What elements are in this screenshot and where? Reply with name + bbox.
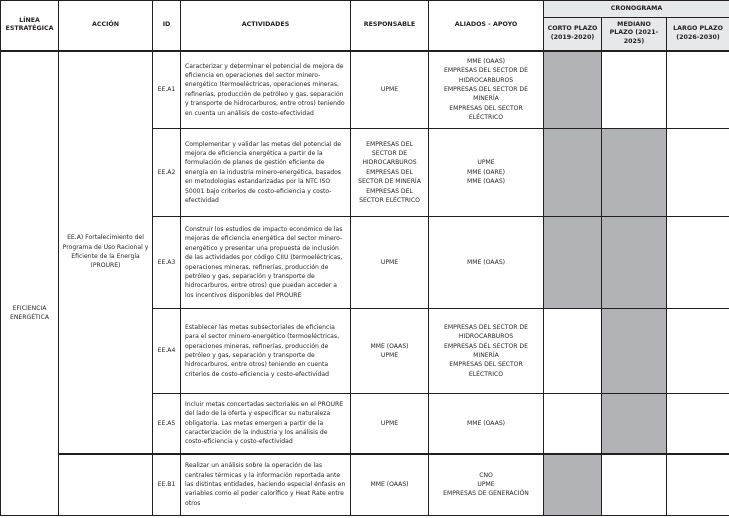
aliados-cell xyxy=(429,51,544,129)
header-mediano-plazo: MEDIANO PLAZO (2021-2025) xyxy=(602,18,667,51)
entity-name: EMPRESAS DEL SECTOR DE HIDROCARBUROS xyxy=(444,323,528,341)
phase-largo xyxy=(667,217,729,309)
phase-corto xyxy=(544,454,602,516)
table-body xyxy=(1,51,729,516)
entity-name: CNO xyxy=(479,471,493,479)
activity-description: Complementar y validar las metas del potencial de mejora de eficiencia energética a partir de la formulación de planes de gestión eficiente de energía en la industria minero-energética, basados en metodologías estandarizadas por la NTC ISO 50001 bajo criterios de costo-eficiencia y costo-efectividad xyxy=(181,129,351,217)
header-linea-estrategica: LÍNEA ESTRATÉGICA xyxy=(1,1,59,51)
phase-corto xyxy=(544,129,602,217)
phase-largo xyxy=(667,394,729,454)
header-accion: ACCIÓN xyxy=(59,1,153,51)
entity-name: MME (OARE) xyxy=(467,168,505,176)
entity-name: EMPRESAS DEL SECTOR DE MINERÍA xyxy=(444,86,528,103)
entity-name: EMPRESAS DEL SECTOR DE MINERÍA xyxy=(358,168,421,186)
phase-mediano xyxy=(602,51,667,129)
activity-id: EE.B1 xyxy=(153,454,181,516)
phase-corto xyxy=(544,309,602,394)
phase-mediano xyxy=(602,309,667,394)
entity-name: EMPRESAS DEL SECTOR ELÉCTRICO xyxy=(449,361,523,378)
activity-description: Incluir metas concertadas sectoriales en el PROURE del lado de la oferta y especificar su naturaleza obligatoria. Las metas emergen a partir de la caracterización de la industria y los análisis de costo-eficiencia y costo-efectividad xyxy=(181,394,351,454)
entity-name: MME (OAAS) xyxy=(466,258,506,266)
entity-name: EMPRESAS DEL SECTOR DE HIDROCARBUROS xyxy=(362,140,417,167)
header-responsable: RESPONSABLE xyxy=(351,1,429,51)
aliados-cell xyxy=(429,394,544,454)
table-row xyxy=(1,51,729,129)
entity-name: UPME xyxy=(380,86,399,94)
responsable-cell xyxy=(351,51,429,129)
activity-description: Establecer las metas subsectoriales de eficiencia para el sector minero-energético (termoeléctricas, operaciones mineras, refinerías, producción de petróleo y gas, separación y transporte de hidrocarburos, entre otros) teniendo en cuenta criterios de costo-eficiencia y costo-efectividad xyxy=(181,309,351,394)
entity-name: EMPRESAS DEL SECTOR DE HIDROCARBUROS xyxy=(444,67,528,84)
activity-description: Caracterizar y determinar el potencial de mejora de eficiencia en operaciones del sector minero-energético (termoeléctricas, operaciones mineras, refinerías, producción de petróleo y gas, separación y transporte de hidrocarburos, entre otros) teniendo en cuenta un análisis de costo-efectividad xyxy=(181,51,351,129)
activity-id: EE.A3 xyxy=(153,217,181,309)
header-id: ID xyxy=(153,1,181,51)
activity-description: Realizar un análisis sobre la operación de las centrales térmicas y la información reportada ante las distintas entidades, haciendo especial énfasis en variables como el poder calorífico y Heat Rate entre otros xyxy=(181,454,351,516)
responsable-cell xyxy=(351,309,429,394)
phase-corto xyxy=(544,394,602,454)
activity-id: EE.A5 xyxy=(153,394,181,454)
entity-name: EMPRESAS DE GENERACIÓN xyxy=(443,490,529,498)
phase-mediano xyxy=(602,217,667,309)
header-corto-plazo: CORTO PLAZO (2019-2020) xyxy=(544,18,602,51)
entity-name: UPME xyxy=(477,481,495,489)
phase-largo xyxy=(667,129,729,217)
phase-mediano xyxy=(602,454,667,516)
header-largo-plazo: LARGO PLAZO (2026-2030) xyxy=(667,18,729,51)
entity-name: UPME xyxy=(380,352,399,359)
accion-b-cell xyxy=(59,454,153,516)
entity-name: MME (OAAS) xyxy=(370,481,409,489)
aliados-cell xyxy=(429,129,544,217)
entity-name: EMPRESAS DEL SECTOR DE MINERÍA xyxy=(444,342,528,359)
aliados-cell xyxy=(429,309,544,394)
entity-name: EMPRESAS DEL SECTOR ELÉCTRICO xyxy=(359,187,420,205)
header-actividades: ACTIVIDADES xyxy=(181,1,351,51)
entity-name: MME (OAAS) xyxy=(466,57,506,65)
phase-corto xyxy=(544,217,602,309)
entity-name: MME (OAAS) xyxy=(466,178,506,186)
accion-cell: EE.A) Fortalecimiento del Programa de Uso Racional y Eficiente de la Energía (PROURE) xyxy=(59,51,153,454)
responsable-cell xyxy=(351,129,429,217)
phase-corto xyxy=(544,51,602,129)
aliados-cell xyxy=(429,454,544,516)
phase-mediano xyxy=(602,129,667,217)
activity-id: EE.A2 xyxy=(153,129,181,217)
entity-name: MME (OAAS) xyxy=(370,342,409,350)
activity-description: Construir los estudios de impacto económico de las mejoras de eficiencia energética del sector minero-energético y presentar una propuesta de inclusión de las actividades por código CIIU (termoeléctricas, operaciones mineras, refinerías, producción de petróleo y gas, separación y transporte de hidrocarburos, entre otros) que puedan acceder a los incentivos disponibles del PROURE xyxy=(181,217,351,309)
phase-largo xyxy=(667,309,729,394)
table-row xyxy=(1,454,729,516)
responsable-cell xyxy=(351,217,429,309)
aliados-cell xyxy=(429,217,544,309)
phase-largo xyxy=(667,51,729,129)
entity-name: MME (OAAS) xyxy=(466,419,506,427)
header-aliados: ALIADOS - APOYO xyxy=(429,1,544,51)
header-cronograma: CRONOGRAMA xyxy=(544,1,729,18)
phase-mediano xyxy=(602,394,667,454)
phase-largo xyxy=(667,454,729,516)
linea-estrategica-cell: EFICIENCIA ENERGÉTICA xyxy=(1,51,59,516)
activity-id: EE.A1 xyxy=(153,51,181,129)
entity-name: UPME xyxy=(380,258,399,266)
responsable-cell xyxy=(351,394,429,454)
entity-name: EMPRESAS DEL SECTOR ELÉCTRICO xyxy=(449,104,523,122)
responsable-cell xyxy=(351,454,429,516)
activity-id: EE.A4 xyxy=(153,309,181,394)
entity-name: UPME xyxy=(380,419,399,427)
entity-name: UPME xyxy=(477,159,495,167)
